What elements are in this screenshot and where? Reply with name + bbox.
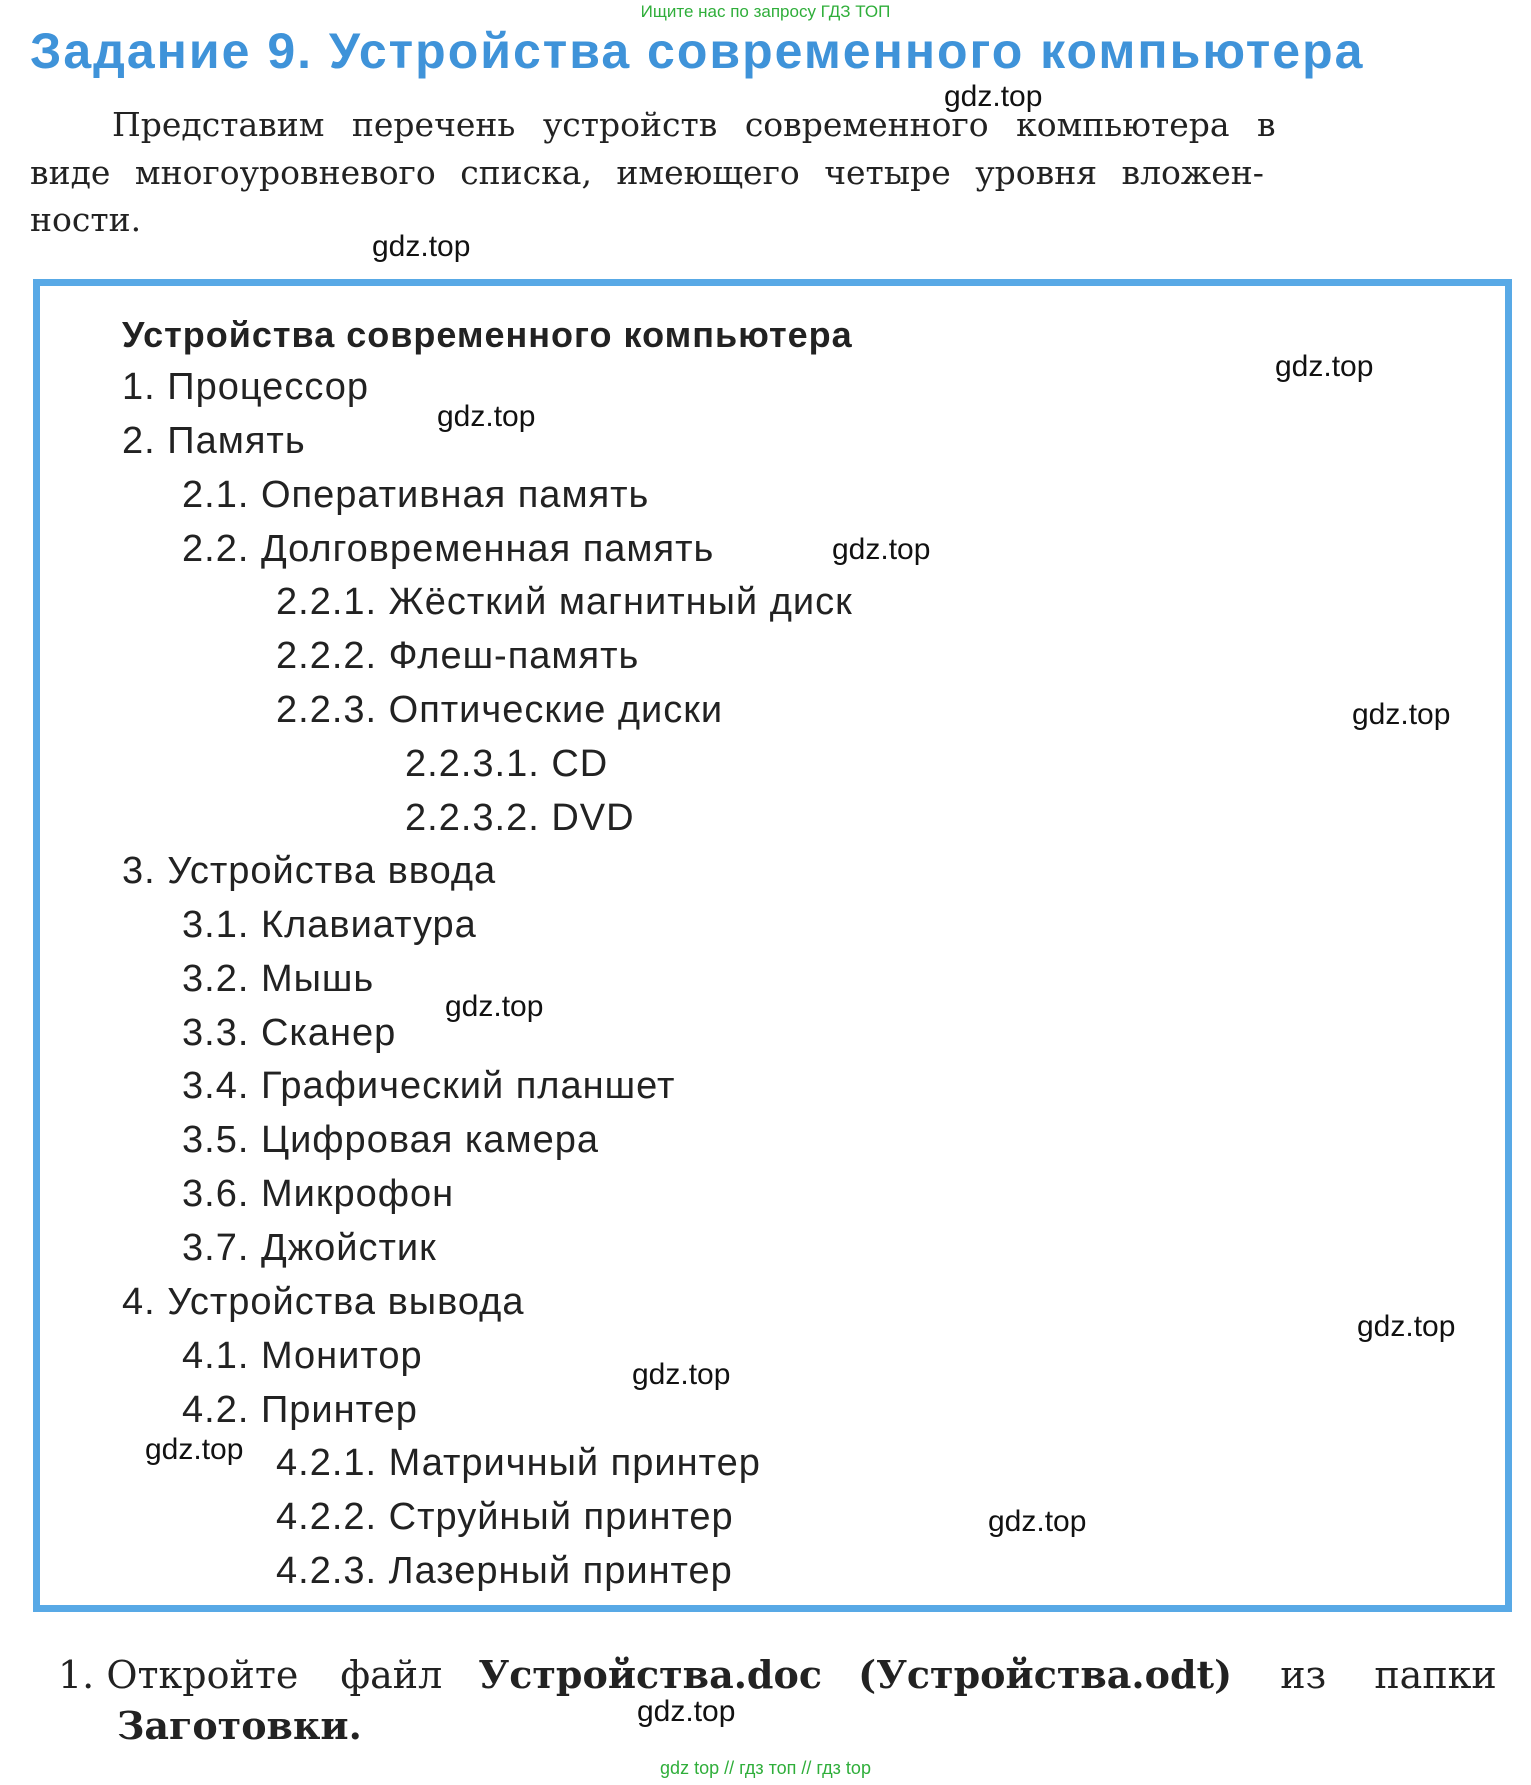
item-number: 4.1. bbox=[182, 1335, 250, 1377]
item-text: Графический планшет bbox=[260, 1065, 676, 1107]
item-number: 2.2.3.1. bbox=[405, 743, 540, 785]
watermark: gdz.top bbox=[437, 400, 536, 433]
item-text: Процессор bbox=[167, 366, 370, 408]
watermark: gdz.top bbox=[145, 1433, 244, 1466]
task-line-1 bbox=[58, 1652, 1497, 1697]
item-number: 2. bbox=[122, 420, 156, 462]
item-number: 4.2.2. bbox=[276, 1496, 378, 1538]
item-number: 2.2. bbox=[182, 528, 250, 570]
item-text: Оптические диски bbox=[388, 689, 724, 731]
list-item bbox=[182, 1173, 454, 1216]
item-number: 3.5. bbox=[182, 1119, 250, 1161]
item-number: 4.2. bbox=[182, 1389, 250, 1431]
list-item bbox=[276, 581, 853, 624]
item-number: 2.2.1. bbox=[276, 581, 378, 623]
item-text: Лазерный принтер bbox=[388, 1550, 733, 1592]
list-item bbox=[276, 1550, 733, 1593]
watermark: gdz.top bbox=[944, 80, 1043, 113]
item-number: 3.6. bbox=[182, 1173, 250, 1215]
item-number: 3. bbox=[122, 850, 156, 892]
item-text: Матричный принтер bbox=[388, 1442, 761, 1484]
item-text: Флеш-память bbox=[388, 635, 640, 677]
task-from-text: из bbox=[1280, 1653, 1327, 1697]
item-text: Долговременная память bbox=[260, 528, 715, 570]
list-heading: Устройства современного компьютера bbox=[122, 314, 853, 355]
list-item bbox=[182, 1119, 599, 1162]
item-text: Цифровая камера bbox=[260, 1119, 599, 1161]
item-number: 4. bbox=[122, 1281, 156, 1323]
task-number: 1. bbox=[58, 1653, 95, 1697]
item-text: Клавиатура bbox=[260, 904, 477, 946]
item-number: 3.4. bbox=[182, 1065, 250, 1107]
item-number: 1. bbox=[122, 366, 156, 408]
item-number: 3.7. bbox=[182, 1227, 250, 1269]
list-item bbox=[182, 1065, 675, 1108]
watermark: gdz.top bbox=[988, 1505, 1087, 1538]
list-item bbox=[122, 850, 496, 893]
list-item bbox=[182, 904, 477, 947]
item-text: Сканер bbox=[260, 1012, 397, 1054]
list-item bbox=[182, 1335, 423, 1378]
item-text: Устройства вывода bbox=[167, 1281, 525, 1323]
list-item bbox=[182, 958, 374, 1001]
item-number: 2.2.3. bbox=[276, 689, 378, 731]
list-item bbox=[182, 1012, 396, 1055]
list-item bbox=[405, 797, 635, 840]
item-text: DVD bbox=[551, 797, 635, 839]
list-item bbox=[122, 1281, 524, 1324]
watermark: gdz.top bbox=[1275, 350, 1374, 383]
item-text: Мышь bbox=[260, 958, 375, 1000]
list-item bbox=[276, 1442, 761, 1485]
item-text: Монитор bbox=[260, 1335, 423, 1377]
item-text: Оперативная память bbox=[260, 474, 650, 516]
task-file-odt: (Устройства.odt) bbox=[858, 1652, 1233, 1697]
watermark: gdz.top bbox=[632, 1358, 731, 1391]
list-item bbox=[122, 366, 369, 409]
item-text: Жёсткий магнитный диск bbox=[388, 581, 853, 623]
item-number: 2.2.3.2. bbox=[405, 797, 540, 839]
search-hint-note: Ищите нас по запросу ГДЗ ТОП bbox=[640, 2, 891, 21]
list-item bbox=[182, 474, 649, 517]
item-text: Принтер bbox=[260, 1389, 418, 1431]
list-item bbox=[405, 743, 608, 786]
page-title: Задание 9. Устройства современного компьютера bbox=[30, 23, 1365, 79]
item-number: 2.1. bbox=[182, 474, 250, 516]
item-text: Память bbox=[167, 420, 306, 462]
watermark: gdz.top bbox=[637, 1695, 736, 1728]
watermark: gdz.top bbox=[372, 230, 471, 263]
list-item bbox=[276, 689, 723, 732]
list-item bbox=[122, 420, 306, 463]
list-item bbox=[276, 635, 639, 678]
list-item bbox=[182, 1389, 418, 1432]
task-file-doc: Устройства.doc bbox=[478, 1652, 822, 1697]
task-line-2 bbox=[117, 1703, 362, 1748]
item-text: Струйный принтер bbox=[388, 1496, 734, 1538]
watermark: gdz.top bbox=[1357, 1310, 1456, 1343]
item-number: 3.2. bbox=[182, 958, 250, 1000]
task-open-text: Откройте файл bbox=[106, 1653, 443, 1697]
footer-note: gdz top // гдз топ // гдз top bbox=[660, 1758, 871, 1778]
item-text: CD bbox=[551, 743, 609, 785]
watermark: gdz.top bbox=[445, 990, 544, 1023]
item-number: 3.3. bbox=[182, 1012, 250, 1054]
item-text: Устройства ввода bbox=[167, 850, 497, 892]
item-number: 4.2.3. bbox=[276, 1550, 378, 1592]
list-item bbox=[182, 528, 714, 571]
item-number: 4.2.1. bbox=[276, 1442, 378, 1484]
watermark: gdz.top bbox=[832, 533, 931, 566]
task-folder-text: папки bbox=[1374, 1653, 1497, 1697]
item-text: Джойстик bbox=[260, 1227, 437, 1269]
watermark: gdz.top bbox=[1352, 698, 1451, 731]
list-item bbox=[276, 1496, 734, 1539]
item-number: 2.2.2. bbox=[276, 635, 378, 677]
list-item bbox=[182, 1227, 437, 1270]
intro-line-2: виде многоуровневого списка, имеющего четыре уровня вложен- bbox=[30, 153, 1264, 192]
item-text: Микрофон bbox=[260, 1173, 455, 1215]
intro-line-3: ности. bbox=[30, 200, 142, 239]
item-number: 3.1. bbox=[182, 904, 250, 946]
intro-line-1: Представим перечень устройств современного компьютера в bbox=[112, 105, 1276, 144]
task-folder-name: Заготовки. bbox=[117, 1703, 362, 1748]
